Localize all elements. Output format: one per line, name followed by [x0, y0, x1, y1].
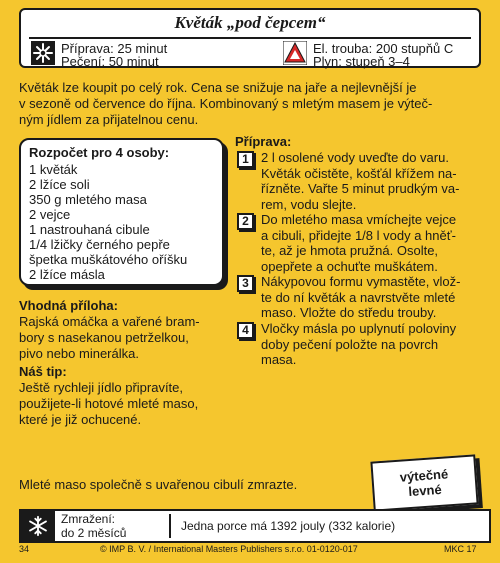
recipe-title: Květák „pod čepcem“	[174, 13, 326, 32]
step-2	[235, 212, 493, 274]
tip-line: Ještě rychleji jídlo připravíte,	[19, 380, 184, 395]
step-4	[235, 321, 493, 368]
freezing-label	[61, 512, 126, 540]
side-dish-text	[19, 314, 224, 362]
badge-line: levné	[407, 481, 443, 500]
ingredient-item: 1/4 lžičky černého pepře	[29, 237, 170, 252]
oven-gas: Plyn: stupeň 3–4	[313, 54, 410, 69]
step-line: řízněte. Vařte 5 minut prudkým va-	[261, 181, 460, 196]
ingredient-item: špetka muškátového oříšku	[29, 252, 188, 267]
ingredient-item: 2 lžíce soli	[29, 177, 90, 192]
step-line: Vločky másla po uplynutí poloviny	[261, 321, 457, 336]
snowflake-clock-icon	[31, 41, 55, 65]
badge-line: výtečné	[399, 466, 449, 485]
oven-heat-icon	[283, 41, 307, 65]
card-code: MKC 17	[444, 544, 477, 554]
step-line: opepřete a ochuťte muškátem.	[261, 258, 438, 274]
recipe-header	[19, 8, 481, 68]
freezing-note: Mleté maso společně s uvařenou cibulí zmrazte.	[19, 477, 298, 492]
ingredients-list	[29, 162, 214, 282]
ingredient-item: 350 g mletého masa	[29, 192, 147, 207]
step-number: 1	[237, 151, 254, 168]
page-number: 34	[19, 544, 30, 554]
step-line: Do mletého masa vmíchejte vejce	[261, 212, 457, 227]
freezing-label-line: Zmražení:	[61, 512, 116, 526]
side-dish-line: pivo nebo minerálka.	[19, 346, 139, 361]
side-dish-line: bory s nasekanou petrželkou,	[19, 330, 189, 345]
intro-line: v sezoně od července do října. Kombinovaný s mletým masem je výteč-	[19, 96, 433, 111]
snowflake-icon-graphic	[27, 515, 49, 537]
step-line: Nákypovou formu vymastěte, vlož-	[261, 274, 461, 289]
preparation-steps	[235, 150, 493, 368]
oven-electric: El. trouba: 200 stupňů C	[313, 41, 454, 56]
tip-text	[19, 380, 224, 428]
step-number: 4	[237, 322, 254, 339]
step-1	[235, 150, 493, 213]
divider	[169, 514, 171, 538]
step-3	[235, 274, 493, 321]
ingredient-item: 2 vejce	[29, 207, 71, 222]
tip-line: které je již ochucené.	[19, 412, 142, 427]
bake-time: Pečení: 50 minut	[61, 54, 159, 69]
ingredient-item: 1 nastrouhaná cibule	[29, 222, 150, 237]
energy-info: Jedna porce má 1392 jouly (332 kalorie)	[181, 519, 396, 533]
side-dish-line: Rajská omáčka a vařené bram-	[19, 314, 200, 329]
step-line: maso. Vložte do středu trouby.	[261, 305, 437, 320]
tip-line: použijete-li hotové mleté maso,	[19, 396, 199, 411]
copyright: © IMP B. V. / International Masters Publishers s.r.o. 01-0120-017	[100, 544, 358, 554]
prep-time: Příprava: 25 minut	[61, 41, 168, 56]
step-line: te do ní květák a navrstvěte mleté	[261, 289, 456, 305]
preparation-title: Příprava:	[235, 134, 292, 149]
step-number: 2	[237, 213, 254, 230]
step-line: te, až je hmota pružná. Osolte,	[261, 243, 439, 258]
step-line: a cibuli, přidejte 1/8 l vody a hněť-	[261, 227, 456, 243]
title-rule	[29, 37, 471, 39]
side-dish-title: Vhodná příloha:	[19, 298, 118, 313]
intro-text	[19, 80, 489, 128]
freezing-label-line: do 2 měsíců	[61, 526, 127, 540]
intro-line: ným jídlem za přijatelnou cenu.	[19, 112, 199, 127]
step-line: rem, vodu slejte.	[261, 196, 357, 212]
step-line: doby pečení položte na povrch	[261, 336, 439, 352]
freezing-bar	[19, 509, 491, 543]
step-line: masa.	[261, 352, 297, 367]
step-line: Květák očistěte, košťál křížem na-	[261, 165, 457, 181]
intro-line: Květák lze koupit po celý rok. Cena se snižuje na jaře a nejlevnější je	[19, 80, 417, 95]
snowflake-icon	[21, 511, 55, 541]
value-badge	[370, 454, 478, 511]
ingredient-item: 1 květák	[29, 162, 78, 177]
tip-title: Náš tip:	[19, 364, 67, 379]
ingredient-item: 2 lžíce másla	[29, 267, 105, 282]
ingredients-title: Rozpočet pro 4 osoby:	[29, 145, 170, 160]
step-line: 2 l osolené vody uveďte do varu.	[261, 150, 449, 165]
ingredients-box	[19, 138, 224, 286]
step-number: 3	[237, 275, 254, 292]
